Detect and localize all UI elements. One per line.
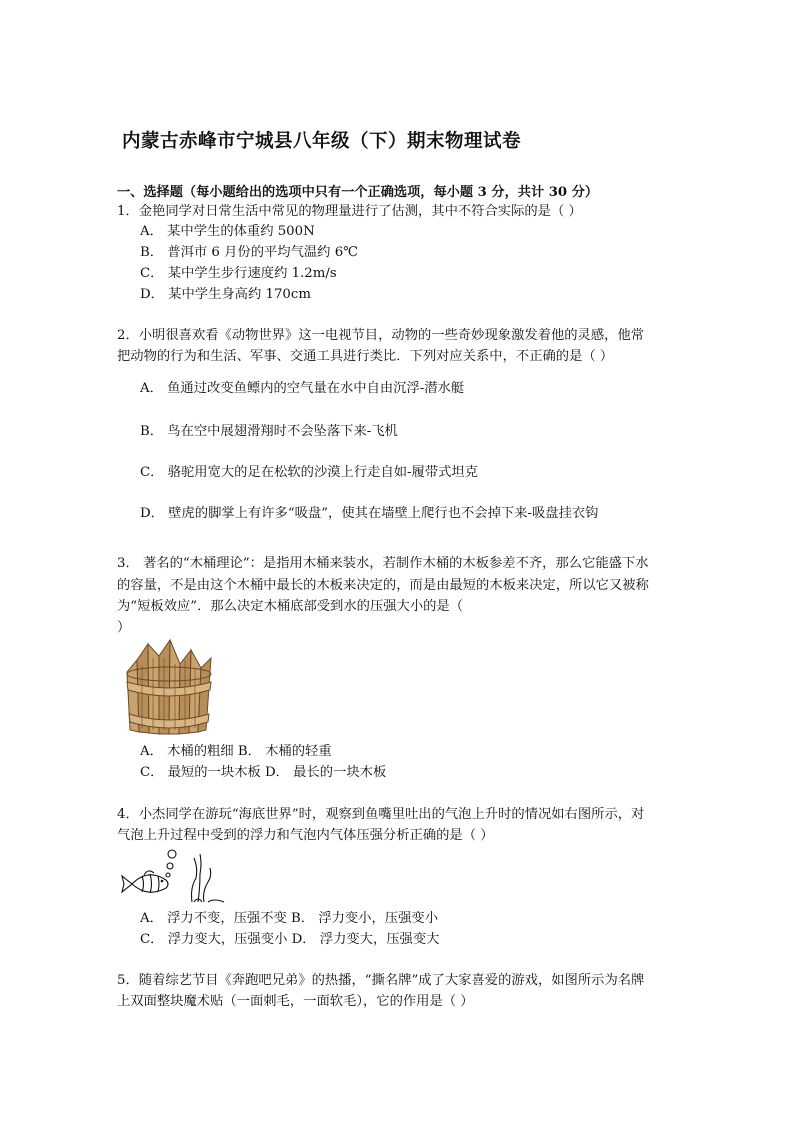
wooden-bucket-illustration [118,638,222,738]
question-3-options-line-2: C． 最短的一块木板 D． 最长的一块木板 [140,765,387,780]
page-title: 内蒙古赤峰市宁城县八年级（下）期末物理试卷 [122,131,522,152]
question-4-options-line-2: C． 浮力变大，压强变小 D． 浮力变大，压强变大 [140,932,440,947]
section-heading: 一、选择题（每小题给出的选项中只有一个正确选项，每小题 3 分，共计 30 分） [117,185,599,200]
question-2-stem-line-1: 2．小明很喜欢看《动物世界》这一电视节目，动物的一些奇妙现象激发着他的灵感，他常 [117,328,645,343]
question-3-stem-line-3: 为“短板效应”．那么决定木桶底部受到水的压强大小的是（ [117,599,464,614]
question-5-stem-line-1: 5．随着综艺节目《奔跑吧兄弟》的热播，“撕名牌”成了大家喜爱的游戏，如图所示为名牌 [117,973,645,988]
question-4-stem-line-2: 气泡上升过程中受到的浮力和气泡内气体压强分析正确的是（ ） [117,828,494,843]
question-2-stem-line-2: 把动物的行为和生活、军事、交通工具进行类比．下列对应关系中，不正确的是（ ） [117,349,614,364]
question-3-stem-line-4: ） [117,620,131,635]
question-1-option-a: A． 某中学生的体重约 500N [140,224,315,239]
question-1-stem: 1．金艳同学对日常生活中常见的物理量进行了估测，其中不符合实际的是（ ） [117,204,582,219]
question-2-option-d: D． 壁虎的脚掌上有许多“吸盘”，使其在墙壁上爬行也不会掉下来-吸盘挂衣钩 [140,506,599,521]
question-4-options-line-1: A． 浮力不变，压强不变 B． 浮力变小，压强变小 [140,911,438,926]
question-1-option-c: C． 某中学生步行速度约 1.2m/s [140,266,337,281]
question-5-stem-line-2: 上双面整块魔术贴（一面刺毛，一面软毛），它的作用是（ ） [117,994,474,1009]
question-4-stem-line-1: 4．小杰同学在游玩“海底世界”时，观察到鱼嘴里吐出的气泡上升时的情况如右图所示，对 [117,807,645,822]
question-2-option-b: B． 鸟在空中展翅滑翔时不会坠落下来-飞机 [140,424,398,439]
question-3-stem-line-1: 3． 著名的“木桶理论”：是指用木桶来装水，若制作木桶的木板参差不齐，那么它能盛下水 [117,556,649,571]
fish-bubbles-illustration [118,848,228,906]
question-1-option-b: B． 普洱市 6 月份的平均气温约 6℃ [140,245,359,260]
question-2-option-a: A． 鱼通过改变鱼鳔内的空气量在水中自由沉浮-潜水艇 [140,381,465,396]
question-3-options-line-1: A． 木桶的粗细 B． 木桶的轻重 [140,744,332,759]
question-1-option-d: D． 某中学生身高约 170cm [140,287,311,302]
question-3-stem-line-2: 的容量，不是由这个木桶中最长的木板来决定的，而是由最短的木板来决定，所以它又被称 [117,578,649,593]
question-2-option-c: C． 骆驼用宽大的足在松软的沙漠上行走自如-履带式坦克 [140,465,479,480]
